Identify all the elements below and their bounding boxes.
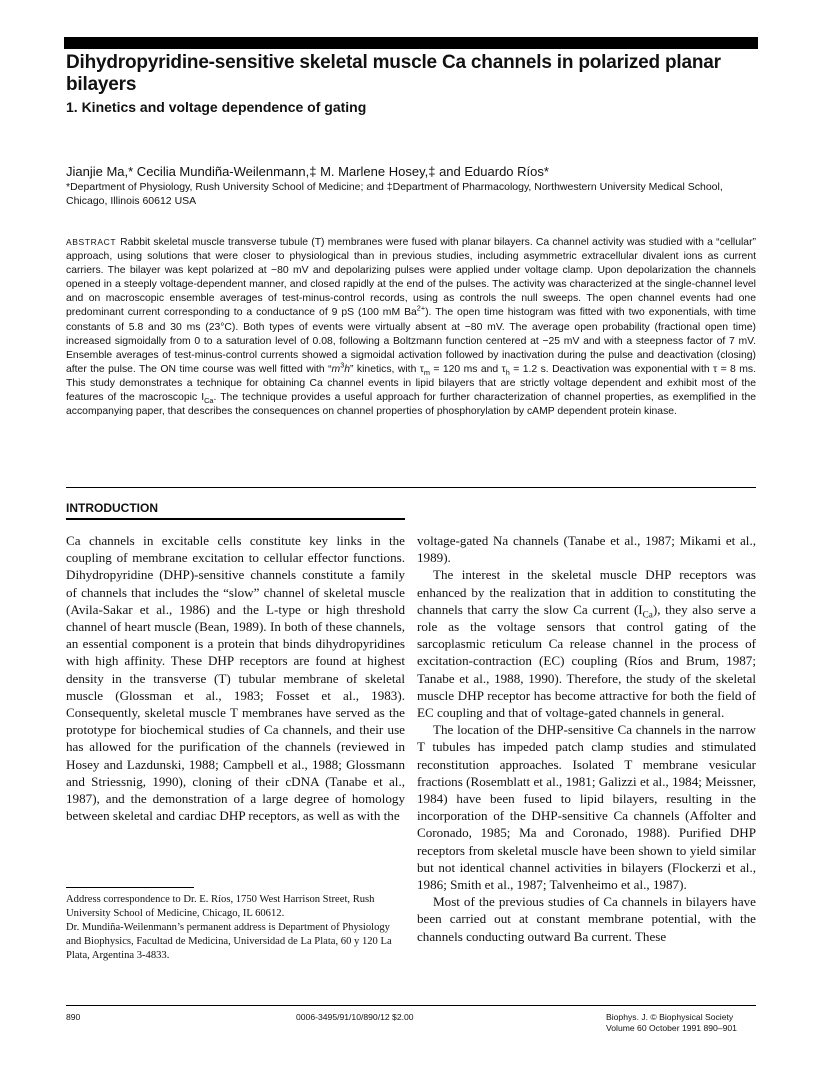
kinetics-m-exponent: 3 [340, 360, 345, 370]
author-list: Jianjie Ma,* Cecilia Mundiña-Weilenmann,‡ M. Marlene Hosey,‡ and Eduardo Ríos* [66, 164, 549, 179]
abstract-text-6: . The technique provides a useful approach for further characterization of channel properties, as exemplified in the accompanying paper, that describes the consequences on channel properties of phosphorylation by cAMP dependent protein kinase. [66, 392, 756, 418]
affiliation: *Department of Physiology, Rush University School of Medicine; and ‡Department of Pharmacology, Northwestern University Medical School, Chicago, Illinois 60612 USA [66, 181, 723, 207]
section-heading-rule [66, 518, 405, 520]
paragraph: Ca channels in excitable cells constitute key links in the coupling of membrane excitation to cellular effector functions. Dihydropyridine (DHP)-sensitive channels constitute a family of channels that includes the “slow” channel of skeletal muscle (Avila-Sakar et al., 1986) and the L-type or high threshold channel of heart muscle (Bean, 1989). In both of these channels, an essential component is a protein that binds dihydropyridines with high affinity. These DHP receptors are found at highest density in the transverse (T) tubular membrane of skeletal muscle (Glossman et al., 1983; Fosset et al., 1983). Consequently, skeletal muscle T membranes have served as the prototype for biochemical studies of Ca channels, and their use has allowed for the purification of the channels (reviewed in Hosey and Lazdunski, 1988; Campbell et al., 1988; Glossmann and Striessnig, 1990), cloning of their cDNA (Tanabe et al., 1987), and the demonstration of a large degree of homology between skeletal and cardiac DHP receptors, as well as with the [66, 533, 405, 824]
paragraph [417, 566, 756, 721]
kinetics-m: m [331, 363, 341, 375]
article-title: Dihydropyridine-sensitive skeletal muscle Ca channels in polarized planar bilayers [66, 52, 721, 95]
footnote-permanent-address: Dr. Mundiña-Weilenmann’s permanent address is Department of Physiology and Biophysics, Facultad de Medicina, Universidad de La Plata, 60 y 120 La Plata, Argentina 3-4833. [66, 922, 392, 961]
right-column [417, 532, 756, 945]
paragraph: voltage-gated Na channels (Tanabe et al., 1987; Mikami et al., 1989). [417, 533, 756, 566]
footnote-correspondence: Address correspondence to Dr. E. Ríos, 1750 West Harrison Street, Rush University School of Medicine, Chicago, IL 60612. [66, 894, 375, 919]
volume-line: Volume 60 October 1991 890–901 [606, 1023, 737, 1033]
tau-m-subscript: m [423, 367, 430, 377]
abstract-label: ABSTRACT [66, 237, 117, 247]
paragraph: The location of the DHP-sensitive Ca channels in the narrow T tubules has impeded patch clamp studies and stimulated reconstitution approaches. Isolated T membrane vesicular fractions (Rosemblatt et al., 1981; Galizzi et al., 1984; Meissner, 1984) have been fused to lipid bilayers, resulting in the incorporation of the DHP-sensitive Ca channels (Affolter and Coronado, 1985; Ma and Coronado, 1988). Purified DHP receptors from skeletal muscle have been shown to yield similar but not identical channel activities in bilayers (Flockerzi et al., 1986; Smith et al., 1987; Talvenheimo et al., 1987). [417, 722, 756, 893]
abstract-text-5: = 1.2 s. Deactivation was exponential with τ = 8 ms. This study demonstrates a technique for obtaining Ca channel events in lipid bilayers that are strictly voltage dependent and exhibit most of the features of the macroscopic I [66, 363, 756, 404]
header-bar [64, 37, 758, 49]
ica-subscript: Ca [642, 609, 653, 620]
kinetics-h: h [344, 363, 351, 375]
section-heading-introduction: INTRODUCTION [66, 501, 158, 515]
page-number: 890 [66, 1012, 81, 1022]
ba-charge-superscript: 2+ [416, 304, 426, 313]
paragraph-text: ), they also serve a role as the voltage sensors that control gating of the sarcoplasmic reticulum Ca release channel in the process of excitation-contraction (EC) coupling (Ríos and Brum, 1987; Tanabe et al., 1988, 1990). Therefore, the study of the skeletal muscle DHP receptor has become attractive for both the field of EC coupling and that of voltage-gated channels in general. [417, 601, 756, 721]
issn-price: 0006-3495/91/10/890/12 $2.00 [296, 1012, 414, 1022]
abstract-text-3: ” kinetics, with [350, 363, 420, 375]
tau-symbol: τ [419, 363, 424, 375]
abstract-text-1: Rabbit skeletal muscle transverse tubule (T) membranes were fused with planar bilayers. Ca channel activity was studied with a “cellular” approach, using solutions that were closer to physiological than in previous studies, including asymmetric extracellular divalent ions as current carriers. The bilayer was kept polarized at −80 mV and depolarizing pulses were applied under voltage clamp. Upon depolarization the channels opened in a steeply voltage-dependent manner, and closed rapidly at the end of the pulses. The activity was characterized at the single-channel level and on macroscopic ensemble averages of test-minus-control records, using as controls the null sweeps. The open channel events had one predominant current corresponding to a conductance of 9 pS (100 mM Ba [66, 237, 756, 319]
abstract [66, 235, 756, 419]
footnote-divider [66, 887, 194, 888]
paragraph: Most of the previous studies of Ca channels in bilayers have been carried out at constant membrane potential, with the channels conducting outward Ba current. These [417, 894, 756, 944]
tau-symbol: τ [501, 363, 506, 375]
paragraph-text: The interest in the skeletal muscle DHP receptors was enhanced by the realization that in addition to constituting the channels that carry the slow Ca current (I [417, 567, 756, 617]
footer-rule [66, 1005, 756, 1006]
ica-subscript: Ca [204, 396, 214, 406]
article-subtitle: 1. Kinetics and voltage dependence of gating [66, 99, 367, 115]
journal-name: Biophys. J. © Biophysical Society [606, 1012, 734, 1022]
left-column [66, 532, 405, 824]
journal-info [606, 1012, 766, 1034]
abstract-divider [66, 487, 756, 488]
footnotes [66, 893, 406, 963]
abstract-text-4: = 120 ms and [429, 363, 502, 375]
tau-h-subscript: h [505, 367, 510, 377]
abstract-text-2: ). The open time histogram was fitted with two exponentials, with time constants of 5.8 and 30 ms (23°C). Both types of events were virtually absent at −80 mV. The average open probability (fractional open time) increased sigmoidally from 0 to a saturation level of 0.08, following a Boltzmann function centered at −25 mV and with a steepness factor of 7 mV. Ensemble averages of test-minus-control currents showed a sigmoidal activation followed by inactivation during the pulse and deactivation (closing) after the pulse. The ON time course was well fitted with “ [66, 307, 756, 375]
